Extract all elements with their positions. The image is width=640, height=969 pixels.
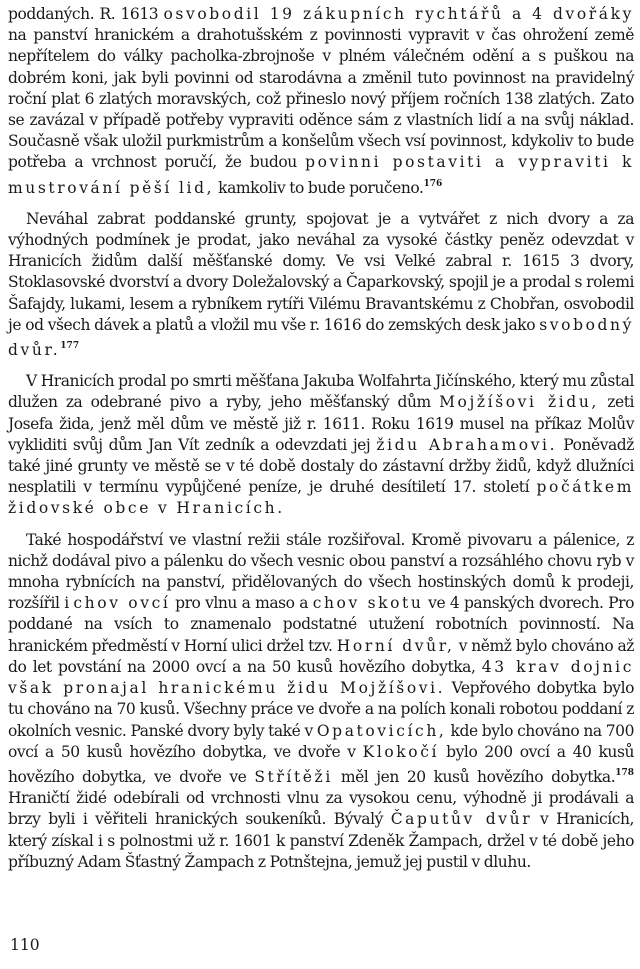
spaced-emphasis: Opatovicích, [316, 721, 447, 740]
spaced-emphasis: Mojžíšovi židu, [439, 393, 599, 412]
footnote-ref: 176 [423, 178, 443, 189]
spaced-emphasis: Střítěži [254, 767, 333, 786]
text-run: v Hranicích, který získal i s polnostmi už r. 1601 k panství Zdeněk Žampach, držel v té době jeho příbuzný Adam Šťastný Žampach z Potnštejna, jemuž jej pustil v dluhu. [8, 810, 634, 871]
text-run: na panství hranickém a drahotušském z povinnosti vypravit v čas ohrožení země nepřítelem do války pacholka-zbrojnoše v plném válečném odění a s puškou na dobrém koni, jak byli povinni od starodávna a změnil tuto povinnost na pravidelný roční plat 6 zlatých moravských, což přineslo nový příjem ročních 138 zlatých. Zato se zavázal v případě potřeby vypraviti oděnce sám z vlastních lidí a na svůj náklad. Současně však uložil purkmistrům a konšelům všech vsí povinnost, kdykoliv to bude potřeba a vrchnost poručí, že budou [8, 26, 634, 172]
text-run: bylo 200 ovcí a 40 kusů hovězího dobytka, ve dvoře ve [8, 742, 634, 786]
spaced-emphasis: počátkem židovské obce v Hranicích. [8, 478, 634, 518]
text-run: V Hranicích prodal po smrti měšťana Jakuba Wolfahrta Jičínského, který mu zůstal dlužen za odebrané pivo a ryby, jeho měšťanský dům [8, 372, 634, 412]
spaced-emphasis: Horní dvůr, [336, 636, 455, 655]
text-run: Poněvadž také jiné grunty ve městě se v té době dostaly do zástavní držby židů, když dlužníci nesplatili v termínu vypůjčené peníze, je druhé desítiletí 17. století [8, 435, 634, 497]
spaced-emphasis: 43 krav dojnic však pronajal hranickému židu Mojžíšovi. [8, 657, 634, 698]
body-text [8, 4, 634, 883]
spaced-emphasis: povinni postaviti a vypraviti k mustrování pěší lid, [8, 153, 634, 197]
page-number: 110 [10, 936, 40, 954]
spaced-emphasis: Klokočí [362, 742, 440, 761]
paragraph [8, 371, 634, 519]
text-run: pro vlnu a maso a [170, 594, 313, 613]
paragraph [8, 530, 634, 873]
text-run: Také hospodářství ve vlastní režii stále rozšiřoval. Kromě pivovaru a pálenice, z nichž dodával pivo a pálenku do všech vesnic obou panství a rozsáhlého chovu ryb v mnoha rybnících na panství, přidělovaných do všech hostinských domů k prodeji, rozšířil i [8, 530, 634, 613]
text-run: poddaných. R. 1613 [8, 5, 164, 23]
text-run: Neváhal zabrat poddanské grunty, spojovat je a vytvářet z nich dvory a za výhodných podmínek je prodat, jako neváhal za vysoké částky peněz odevzdat v Hranicích židům další měšťanské domy. Ve vsi Velké zabral r. 1615 3 dvory, Stoklasovské dvorství a dvory Doležalovský a Čaparkovský, spojil je a prodal s rolemi Šafajdy, lukami, lesem a rybníkem rytíři Vilému Bravantskému z Chobřan, osvobodil je od všech dávek a platů a vložil mu vše r. 1616 do zemských desk jako [8, 209, 634, 334]
text-run: Vepřového dobytka bylo tu chováno na 70 kusů. Všechny práce ve dvoře a na polích konali robotou poddaní z okolních vesnic. Panské dvory byly také v [8, 679, 634, 740]
text-run: zeti Josefa žida, jenž měl dům ve městě již r. 1611. Roku 1619 musel na příkaz Molův vykliditi svůj dům Jan Vít zedník a odevzdati jej [8, 393, 634, 454]
text-run: měl jen 20 kusů hovězího dobytka. [332, 767, 616, 786]
footnote-ref: 178 [615, 767, 634, 778]
text-run: Hraničtí židé odebírali od vrchnosti vlnu za vysokou cenu, výhodně ji prodávali a brzy byli i věřiteli hranických soukeníků. Bývalý [8, 789, 634, 829]
spaced-emphasis: Čaputův dvůr [390, 810, 533, 829]
text-run: kamkoliv to bude poručeno. [214, 178, 424, 197]
paragraph [8, 209, 634, 361]
footnote-ref: 177 [60, 341, 80, 352]
spaced-emphasis: osvobodil 19 zákupních rychtářů a 4 dvořáky [163, 5, 634, 23]
spaced-emphasis: chov ovcí [73, 594, 171, 613]
text-run: ve 4 panských dvorech. Pro poddané na vsích to znamenalo podstatné utužení robotních povinností. Na hranickém předměstí v Horní ulici držel tzv. [8, 594, 635, 655]
spaced-emphasis: židu Abrahamovi. [376, 435, 558, 454]
spaced-emphasis: chov skotu [312, 594, 424, 613]
text-run: kde bylo chováno na 700 ovcí a 50 kusů hovězího dobytka, ve dvoře v [8, 721, 634, 761]
spaced-emphasis: svobodný dvůr. [8, 315, 634, 360]
text-run: v němž bylo chováno až do let povstání na 2000 ovcí a na 50 kusů hovězího dobytka, [8, 636, 634, 676]
paragraph [8, 4, 634, 199]
